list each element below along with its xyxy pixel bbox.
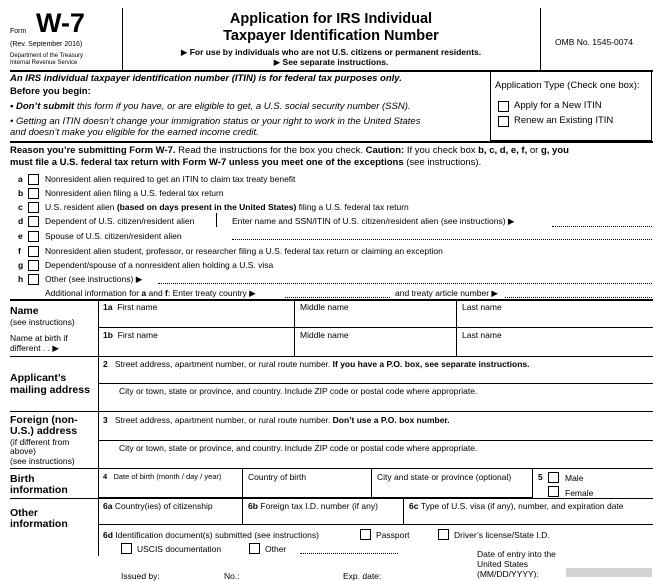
dont-submit-text: • Don’t submit [10,101,75,112]
name-at-birth-label2: different . . ▶ [10,343,59,353]
name-1a-rule [98,327,653,328]
reason-you: you [549,145,569,156]
reason-title: Reason you’re submitting Form W-7. [10,145,176,156]
dob-text: Date of birth (month / day / year) [113,472,222,481]
reason-a-checkbox[interactable] [28,174,39,185]
treaty-country-input[interactable] [285,297,390,298]
other-doc-checkbox[interactable] [249,543,260,554]
doc-number-label: No.: [224,571,240,581]
male-checkbox[interactable] [548,472,559,483]
mailing-section-rule [10,411,653,412]
reason-letter-a: a [18,174,23,184]
field-num-6a: 6a [103,501,113,511]
reason-line1 [10,145,569,156]
reason-letter-f: f [18,246,21,256]
intro-bullet2-line1: • Getting an ITIN doesn’t change your immigration status or your right to work in the United States [10,116,421,127]
renew-itin-label: Renew an Existing ITIN [514,115,614,126]
reason-h-input-line[interactable] [158,283,652,284]
foreign-street-label [103,415,450,425]
entry-date-label1: Date of entry into the [477,549,556,559]
birth-section-rule [98,498,653,499]
additional-and: and [146,288,166,298]
birth-divider-2 [371,469,372,497]
field-num-4: 4 [103,472,108,481]
drivers-license-label: Driver’s license/State I.D. [454,530,550,540]
reason-d-input-line[interactable] [552,226,652,227]
caution-label: Caution: [365,145,405,156]
country-of-birth-label: Country of birth [248,472,307,482]
name-1a-first [103,302,157,312]
foreign-section-rule [10,468,653,469]
reason-or: or [527,145,541,156]
foreign-po-box-note: Don’t use a P.O. box number. [332,415,450,425]
treaty-article-input[interactable] [505,297,652,298]
mailing-label-line2: mailing address [10,384,90,396]
reason-b-text: Nonresident alien filing a U.S. federal tax return [45,188,224,198]
first-name-label: First name [117,302,158,312]
name-rule [10,356,653,357]
mailing-label-line1: Applicant’s [10,372,67,384]
department-line2: Internal Revenue Service [10,60,78,66]
reason-c-text [45,202,409,212]
mailing-po-box-note: If you have a P.O. box, see separate instructions. [332,359,530,369]
mailing-street-text: Street address, apartment number, or rural route number. [114,359,333,369]
reason-read-instructions: Read the instructions for the box you check. [175,145,366,156]
reason-g-checkbox[interactable] [28,260,39,271]
reason-letters: b, c, d, e, f, [478,145,528,156]
birth-city-label: City and state or province (optional) [377,472,512,482]
name-at-birth-label1: Name at birth if [10,333,68,343]
entry-date-input[interactable] [566,568,652,577]
foreign-city-input[interactable] [98,454,652,467]
other-doc-label: Other [265,544,287,554]
form-word: Form [10,28,27,35]
omb-number: OMB No. 1545-0074 [555,37,633,47]
reason-letter-e: e [18,231,23,241]
form-number: W-7 [36,8,85,38]
field-num-6d: 6d [103,530,113,540]
citizenship-text: Country(ies) of citizenship [114,501,213,511]
revision-date: (Rev. September 2016) [10,41,83,48]
reason-line2 [10,157,481,168]
birth-divider-1 [242,469,243,497]
other-rule [98,524,653,525]
foreign-sub2: above) [10,446,36,456]
reason-f-checkbox[interactable] [28,246,39,257]
reason-h-text: Other (see instructions) ▶ [45,274,143,284]
additional-post: : Enter treaty country ▶ [167,288,256,298]
passport-label: Passport [376,530,410,540]
form-title-line1: Application for IRS Individual [229,11,433,27]
field-num-1a: 1a [103,302,113,312]
must-file-text: must file a U.S. federal tax return with Form W-7 unless you meet one of the exceptions [10,157,404,168]
application-type-title: Application Type (Check one box): [495,80,640,91]
header-divider-right [540,8,541,70]
before-you-begin: Before you begin: [10,86,91,97]
reason-c-post: filing a U.S. federal tax return [296,202,409,212]
name-1b-input[interactable] [98,342,652,355]
birth-label-line1: Birth [10,473,35,485]
field-num-6b: 6b [248,501,258,511]
name-section-label: Name [10,305,39,317]
name-1b-first [103,330,158,340]
reason-d-extra: Enter name and SSN/ITIN of U.S. citizen/resident alien (see instructions) ▶ [232,216,515,226]
see-instructions-text: (see instructions). [403,157,482,168]
form-subtitle-line1: ▶ For use by individuals who are not U.S. citizens or permanent residents. [180,47,482,57]
other-6abc-input[interactable] [98,512,652,523]
name-1a-last: Last name [462,302,502,312]
reason-e-text: Spouse of U.S. citizen/resident alien [45,231,182,241]
male-label: Male [565,473,584,483]
department-line1: Department of the Treasury [10,53,84,59]
bullet1-rest: this form if you have, or are eligible to get, a U.S. social security number (SSN). [74,101,411,112]
reason-letter-b: b [18,188,24,198]
foreign-sub1: (if different from [10,437,70,447]
entry-date-label3: (MM/DD/YYYY): [477,569,539,579]
mailing-city-input[interactable] [98,397,652,410]
intro-bullet2-line2: and doesn’t make you eligible for the earned income credit. [10,127,259,138]
entry-date-label2: United States [477,559,529,569]
intro-rule [10,141,653,143]
reason-b-checkbox[interactable] [28,188,39,199]
female-checkbox[interactable] [548,486,559,497]
id-docs-text: Identification document(s) submitted (see instructions) [115,530,319,540]
mailing-city-label: City or town, state or province, and country. Include ZIP code or postal code where appropriate. [119,386,478,396]
reason-letter-g: g [18,260,24,270]
citizenship-label [103,501,213,511]
renew-itin-checkbox[interactable] [498,116,509,127]
issued-by-label: Issued by: [121,571,160,581]
name-section-sub: (see instructions) [10,317,75,327]
reason-letter-g: g, [540,145,550,156]
reason-c-checkbox[interactable] [28,202,39,213]
mailing-rule [98,383,653,384]
id-docs-label [103,530,319,540]
reason-e-checkbox[interactable] [28,231,39,242]
foreign-tax-id-text: Foreign tax I.D. number (if any) [260,501,378,511]
female-label: Female [565,488,594,498]
drivers-license-checkbox[interactable] [438,529,449,540]
reason-letter-h: h [18,274,24,284]
treaty-article-label: and treaty article number ▶ [395,288,498,298]
mailing-street-input[interactable] [98,370,652,383]
additional-f: f [165,288,168,298]
birth-divider-3 [532,469,533,497]
visa-label [409,501,624,511]
apply-new-itin-label: Apply for a New ITIN [514,100,602,111]
foreign-label-line1: Foreign (non- [10,414,78,426]
reason-rule [10,299,653,301]
foreign-city-label: City or town, state or province, and country. Include ZIP code or postal code where appropriate. [119,443,478,453]
mailing-street-label [103,359,529,369]
name-1b-middle: Middle name [300,330,349,340]
other-left-rule [10,498,98,499]
field-num-1b: 1b [103,330,113,340]
first-name-at-birth-label: First name [117,330,158,340]
reason-g-text: Dependent/spouse of a nonresident alien holding a U.S. visa [45,260,274,270]
uscis-label: USCIS documentation [137,544,222,554]
additional-a: a [141,288,147,298]
reason-h-checkbox[interactable] [28,274,39,285]
field-num-3: 3 [103,415,108,425]
reason-d-checkbox[interactable] [28,216,39,227]
reason-d-input-line-2[interactable] [232,239,652,240]
birth-label-line2: information [10,484,68,496]
uscis-checkbox[interactable] [121,543,132,554]
other-doc-input[interactable] [300,553,398,554]
exp-date-label: Exp. date: [343,571,382,581]
foreign-street-input[interactable] [98,426,652,439]
reason-c-pre: U.S. resident alien [45,202,117,212]
reason-letter-d: d [18,216,24,226]
foreign-sub3: (see instructions) [10,456,75,466]
field-num-6c: 6c [409,501,419,511]
reason-letter-c: c [18,202,23,212]
foreign-label-line2: U.S.) address [10,425,78,437]
name-1a-input[interactable] [98,314,652,327]
reason-d-text: Dependent of U.S. citizen/resident alien [45,216,195,226]
name-1b-last: Last name [462,330,502,340]
field-num-2: 2 [103,359,108,369]
reason-f-text: Nonresident alien student, professor, or researcher filing a U.S. federal tax return or claiming an exception [45,246,443,256]
other-label-line1: Other [10,507,39,519]
form-title-line2: Taxpayer Identification Number [223,28,439,44]
additional-info-text [45,288,256,298]
intro-bullet1 [10,101,411,112]
dob-label [103,472,221,482]
visa-text: Type of U.S. visa (if any), number, and expiration date [420,501,624,511]
foreign-street-text: Street address, apartment number, or rural route number. [114,415,333,425]
other-label-line2: information [10,518,68,530]
reason-a-text: Nonresident alien required to get an ITIN to claim tax treaty benefit [45,174,296,184]
form-subtitle-line2: ▶ See separate instructions. [273,57,389,67]
reason-c-bold: (based on days present in the United States) [116,202,297,212]
foreign-rule [98,440,653,441]
additional-pre: Additional information for [45,288,142,298]
apply-new-itin-checkbox[interactable] [498,101,509,112]
itin-purpose: An IRS individual taxpayer identification number (ITIN) is for federal tax purposes only. [10,73,402,84]
foreign-tax-id-label [248,501,378,511]
name-1a-middle: Middle name [300,302,349,312]
reason-if-you-check: If you check box [404,145,479,156]
field-num-5: 5 [538,472,543,482]
passport-checkbox[interactable] [360,529,371,540]
reason-d-divider [216,213,217,227]
